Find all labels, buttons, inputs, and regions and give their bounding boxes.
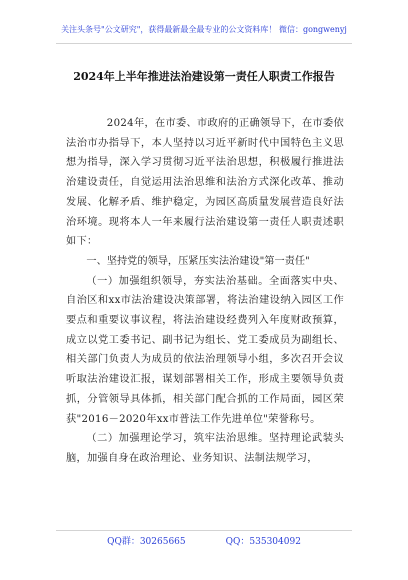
footer-divider: [56, 530, 352, 531]
section-paragraph: （一）加强组织领导，夯实法治基础。全面落实中央、自治区和xx市法治建设决策部署，将法治建设纳入园区工作要点和重要议事议程，将法治建设经费列入年度财政预算，成立以党工委书记、副书记为组长、党工委成员为副组长、相关部门负责人为成员的依法治理领导小组，多次召开会议听取法治建设汇报，谋划部署相关工作，形成主要领导负责抓，分管领导具体抓，相关部门配合抓的工作局面，园区荣获"2016－2020年xx市普法工作先进单位"荣誉称号。: [66, 275, 344, 425]
footer-qq-group: QQ群：30265665: [107, 537, 186, 547]
header-divider: [56, 43, 352, 44]
section-heading: 一、坚持党的领导，压紧压实法治建设"第一责任": [86, 255, 310, 267]
footer-contact: [0, 534, 408, 547]
intro-paragraph: 2024年，在市委、市政府的正确领导下，在市委依法治市办指导下，本人坚持以习近平新时代中国特色主义思想为指导，深入学习贯彻习近平法治思想，积极履行推进法治建设责任，自觉运用法治思维和法治方式深化改革、推动发展、化解矛盾、维护稳定，为园区高质量发展营造良好法治环境。现将本人一年来履行法治建设第一责任人职责述职如下：: [66, 118, 344, 248]
footer-qq: QQ：535304092: [225, 537, 301, 547]
header-banner: 关注头条号"公文研究"，获得最新最全最专业的公文资料库！ 微信：gongwenyj: [61, 25, 347, 34]
document-body: [66, 114, 344, 469]
section-paragraph: （二）加强理论学习，筑牢法治思维。坚持理论武装头脑，加强自身在政治理论、业务知识、法制法规学习，: [66, 433, 344, 464]
document-title: 2024年上半年推进法治建设第一责任人职责工作报告: [73, 70, 335, 83]
